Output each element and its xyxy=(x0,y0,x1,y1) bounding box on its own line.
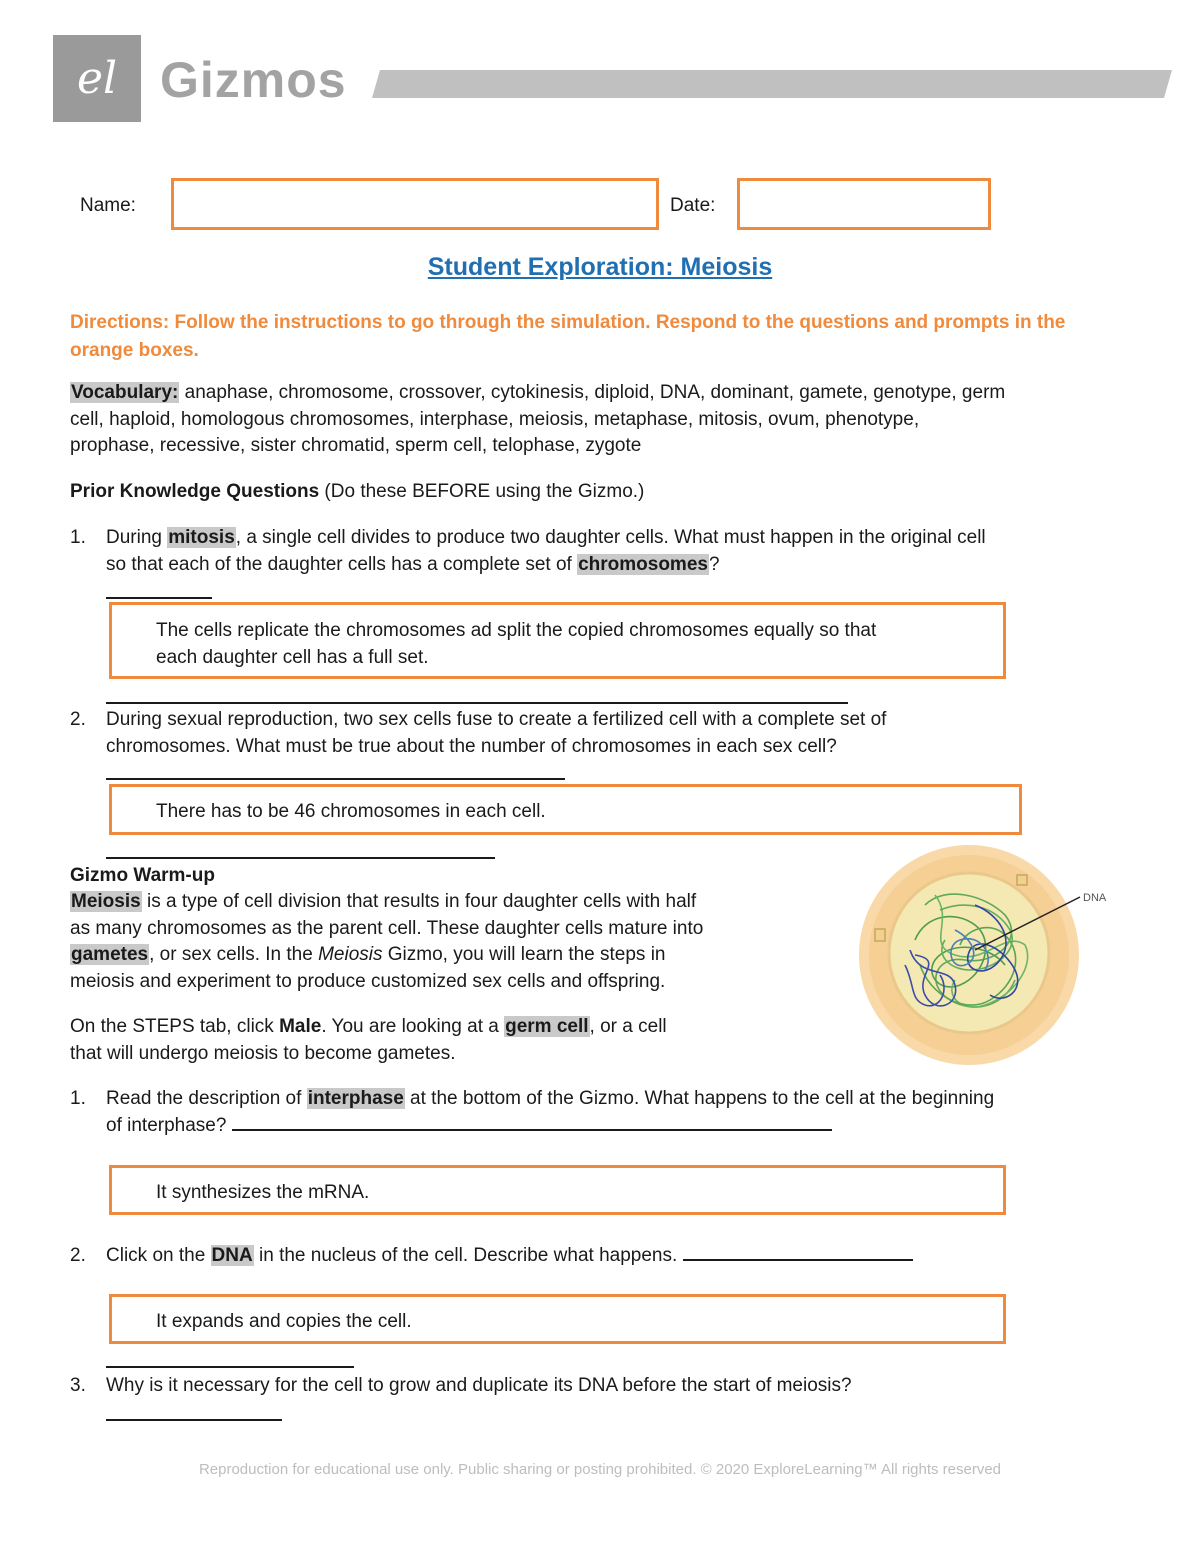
question-number: 3. xyxy=(70,1375,86,1396)
brand-name: Gizmos xyxy=(160,52,347,108)
q1-text-pre: During xyxy=(106,527,168,548)
answer-underline xyxy=(106,1419,282,1421)
date-label: Date: xyxy=(670,195,716,216)
warmup-p2-line-1c: , or a cell xyxy=(589,1016,667,1037)
answer-box-prior-1[interactable] xyxy=(109,602,1006,679)
term-dna: DNA xyxy=(211,1245,253,1266)
term-interphase: interphase xyxy=(307,1088,404,1109)
prior-question-1 xyxy=(70,525,1150,579)
answer-underline xyxy=(106,702,848,704)
warmup-paragraph-2 xyxy=(70,1014,830,1067)
wq1-line-2: of interphase? xyxy=(106,1114,227,1136)
vocabulary xyxy=(70,380,1150,460)
answer-underline xyxy=(106,597,212,599)
prior-heading-text: Prior Knowledge Questions xyxy=(70,481,320,502)
term-meiosis: Meiosis xyxy=(71,891,141,912)
question-number: 1. xyxy=(70,527,86,548)
term-chromosomes: chromosomes xyxy=(578,553,708,575)
q2-line-1: During sexual reproduction, two sex cells fuse to create a fertilized cell with a complete set of xyxy=(106,709,887,730)
q1-line2-post: ? xyxy=(708,553,720,575)
answer-underline xyxy=(106,857,495,859)
warmup-paragraph-1 xyxy=(70,889,830,995)
name-field[interactable] xyxy=(171,178,659,230)
warmup-question-2 xyxy=(70,1243,1150,1271)
warmup-p2-line-2: that will undergo meiosis to become gametes. xyxy=(70,1042,456,1064)
term-gametes: gametes xyxy=(71,944,149,965)
question-number: 1. xyxy=(70,1088,86,1109)
answer-underline xyxy=(106,1366,354,1368)
warmup-p1-line-3a: , or sex cells. In the xyxy=(149,944,319,965)
warmup-question-3 xyxy=(70,1373,1150,1401)
male-button-ref: Male xyxy=(279,1016,322,1037)
prior-heading-note: (Do these BEFORE using the Gizmo.) xyxy=(319,481,645,502)
answer-box-prior-2[interactable] xyxy=(109,784,1022,835)
germ-cell-image xyxy=(855,845,1125,1065)
q1-text-mid: , a single cell divides to produce two daughter cells. What must happen in the original cell xyxy=(235,527,986,548)
vocabulary-label: Vocabulary: xyxy=(71,382,179,403)
footer-copyright: Reproduction for educational use only. Public sharing or posting prohibited. © 2020 ExploreLearning™ All rights reserved xyxy=(198,1461,1002,1478)
header-bar xyxy=(372,70,1172,98)
warmup-p1-line-4: meiosis and experiment to produce customized sex cells and offspring. xyxy=(70,970,666,992)
question-number: 2. xyxy=(70,709,86,730)
answer-warmup-1: It synthesizes the mRNA. xyxy=(156,1182,370,1203)
warmup-p1-line-2: as many chromosomes as the parent cell. These daughter cells mature into xyxy=(70,917,704,939)
gizmo-name-italic: Meiosis xyxy=(318,944,383,965)
answer-prior-1-line-2: each daughter cell has a full set. xyxy=(156,647,429,668)
logo-mark: el xyxy=(76,53,118,104)
answer-warmup-2: It expands and copies the cell. xyxy=(156,1311,412,1332)
warmup-heading: Gizmo Warm-up xyxy=(70,865,215,886)
warmup-p1-line-3b: Gizmo, you will learn the steps in xyxy=(382,944,666,965)
vocabulary-line-1: anaphase, chromosome, crossover, cytokinesis, diploid, DNA, dominant, gamete, genotype, germ xyxy=(179,382,1006,403)
term-mitosis: mitosis xyxy=(168,527,235,548)
answer-underline xyxy=(106,778,565,780)
warmup-question-1 xyxy=(70,1086,1150,1140)
q2-line-2: chromosomes. What must be true about the number of chromosomes in each sex cell? xyxy=(106,735,837,757)
answer-underline xyxy=(683,1258,913,1261)
page-title: Student Exploration: Meiosis xyxy=(427,253,773,281)
vocabulary-line-2: cell, haploid, homologous chromosomes, interphase, meiosis, metaphase, mitosis, ovum, phenotype, xyxy=(70,408,920,430)
answer-prior-1-line-1: The cells replicate the chromosomes ad split the copied chromosomes equally so that xyxy=(156,620,877,641)
prior-knowledge-heading xyxy=(70,479,644,506)
answer-prior-2: There has to be 46 chromosomes in each cell. xyxy=(156,801,546,822)
name-label: Name: xyxy=(80,195,136,216)
wq3-text: Why is it necessary for the cell to grow and duplicate its DNA before the start of meiosis? xyxy=(106,1375,852,1396)
wq1-pre: Read the description of xyxy=(106,1088,307,1109)
wq2-post: in the nucleus of the cell. Describe what happens. xyxy=(253,1245,678,1266)
date-field[interactable] xyxy=(737,178,991,230)
vocabulary-line-3: prophase, recessive, sister chromatid, sperm cell, telophase, zygote xyxy=(70,435,642,456)
wq2-pre: Click on the xyxy=(106,1245,211,1266)
prior-question-2 xyxy=(70,707,1150,761)
question-number: 2. xyxy=(70,1245,86,1266)
answer-underline xyxy=(232,1128,832,1131)
wq1-post: at the bottom of the Gizmo. What happens to the cell at the beginning xyxy=(404,1088,995,1109)
warmup-p2-line-1a: On the STEPS tab, click xyxy=(70,1016,280,1037)
answer-box-warmup-1[interactable] xyxy=(109,1165,1006,1215)
term-germ-cell: germ cell xyxy=(505,1016,589,1037)
answer-box-warmup-2[interactable] xyxy=(109,1294,1006,1344)
dna-label: DNA xyxy=(1083,892,1107,904)
warmup-p1-line-1: is a type of cell division that results in four daughter cells with half xyxy=(141,891,697,912)
q1-line2-pre: so that each of the daughter cells has a complete set of xyxy=(106,553,578,575)
directions-text: Directions: Follow the instructions to go through the simulation. Respond to the questions and prompts in the orange boxes. xyxy=(70,312,1066,361)
warmup-p2-line-1b: . You are looking at a xyxy=(321,1016,505,1037)
